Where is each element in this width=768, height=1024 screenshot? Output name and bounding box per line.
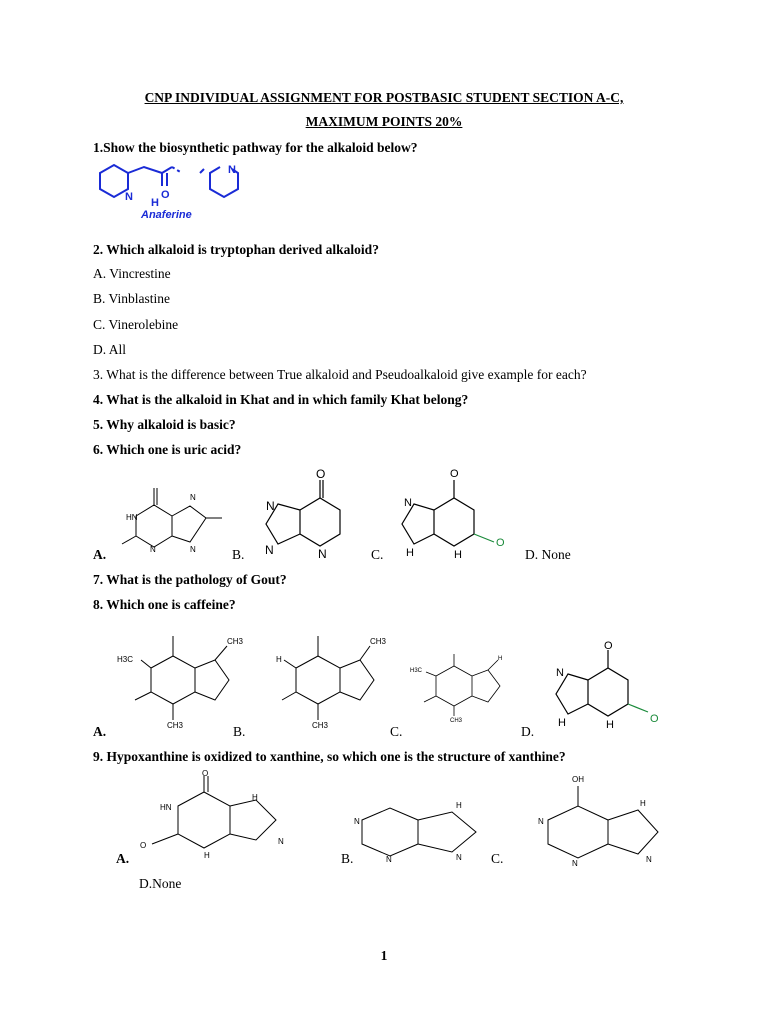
q9a-h-label: H (252, 793, 258, 802)
q6a-n-label-2: N (190, 545, 196, 554)
question-1: 1.Show the biosynthetic pathway for the alkaloid below? (93, 140, 418, 155)
q6a-n-label-3: N (150, 545, 156, 554)
q6a-n-label: N (190, 493, 196, 502)
q6-label-c: C. (371, 547, 384, 562)
q8a-ch3-label: CH3 (227, 637, 244, 646)
page-number: 1 (380, 948, 388, 963)
q8-structure-a (115, 630, 245, 728)
q6c-n-label: N (404, 497, 412, 509)
q9c-oh-label: OH (572, 775, 584, 784)
anaferine-n-atom-2: N (228, 164, 236, 176)
q8-label-a: A. (93, 724, 107, 739)
q9-structure-a (138, 769, 298, 860)
q8b-h-label: H (276, 655, 282, 664)
question-5: 5. Why alkaloid is basic? (93, 417, 236, 432)
q2-option-d: D. All (93, 342, 127, 357)
question-9: 9. Hypoxanthine is oxidized to xanthine, so which one is the structure of xanthine? (93, 749, 566, 764)
q9-label-d: D.None (139, 876, 182, 891)
q8b-ch3-label-2: CH3 (312, 721, 329, 730)
q2-option-a: A. Vincrestine (93, 266, 171, 281)
q6b-n-label-2: N (265, 543, 274, 557)
q8-structure-c (408, 652, 518, 722)
q9c-n-label: N (538, 817, 544, 826)
anaferine-label: Anaferine (141, 209, 192, 221)
q9b-n-label-3: N (456, 853, 462, 862)
q9c-h-label: H (640, 799, 646, 808)
q6-structure-a (118, 478, 238, 558)
question-6: 6. Which one is uric acid? (93, 442, 242, 457)
q6-structure-b (248, 462, 378, 560)
question-7: 7. What is the pathology of Gout? (93, 572, 287, 587)
q6c-o-label: O (450, 468, 459, 480)
q9-label-c: C. (491, 851, 504, 866)
q8c-h3c-label: H3C (410, 668, 423, 674)
q9a-n-label: N (278, 837, 284, 846)
question-4: 4. What is the alkaloid in Khat and in which family Khat belong? (93, 392, 469, 407)
question-2: 2. Which alkaloid is tryptophan derived alkaloid? (93, 242, 379, 257)
q9a-o-label: O (202, 769, 209, 778)
anaferine-o-atom: O (161, 189, 170, 201)
q9-structure-c (534, 774, 684, 868)
q8d-n-label: N (556, 667, 564, 679)
q9a-h-label-2: H (204, 851, 210, 860)
question-8: 8. Which one is caffeine? (93, 597, 236, 612)
q6-label-a: A. (93, 547, 107, 562)
q2-option-c: C. Vinerolebine (93, 317, 179, 332)
q6c-h-label: H (406, 547, 414, 559)
q8d-h-label-2: H (606, 719, 614, 731)
anaferine-h-atom: H (151, 197, 159, 209)
q9-label-b: B. (341, 851, 354, 866)
q6c-o-label-green: O (496, 537, 505, 549)
q8a-h3c-label: H3C (117, 655, 134, 664)
assignment-title: CNP INDIVIDUAL ASSIGNMENT FOR POSTBASIC STUDENT SECTION A-C, (144, 90, 624, 105)
anaferine-n-atom: N (125, 191, 133, 203)
q8d-o-label-green: O (650, 713, 659, 725)
q9-label-a: A. (116, 851, 130, 866)
q8d-h-label: H (558, 717, 566, 729)
q9a-o-label-2: O (140, 841, 147, 850)
assignment-points: MAXIMUM POINTS 20% (305, 114, 463, 129)
q6-structure-c (390, 462, 520, 560)
q8c-ch3-label: CH3 (450, 718, 463, 724)
q8-label-c: C. (390, 724, 403, 739)
q2-option-b: B. Vinblastine (93, 291, 170, 306)
q9-structure-b (352, 800, 492, 864)
q6b-n-label: N (266, 499, 275, 513)
q8a-ch3-label-2: CH3 (167, 721, 184, 730)
q6-label-d: D. None (525, 547, 571, 562)
q8-label-b: B. (233, 724, 246, 739)
q9b-h-label: H (456, 801, 462, 810)
q6-label-b: B. (232, 547, 245, 562)
q6a-hn-label: HN (126, 513, 138, 522)
anaferine-structure (92, 160, 262, 222)
q9a-hn-label: HN (160, 803, 172, 812)
q9c-n-label-2: N (572, 859, 578, 868)
q6c-h-label-2: H (454, 549, 462, 561)
q9c-n-label-3: N (646, 855, 652, 864)
question-3: 3. What is the difference between True alkaloid and Pseudoalkaloid give example for each? (93, 367, 587, 382)
q9b-n-label: N (354, 817, 360, 826)
q8-structure-d (540, 640, 670, 734)
q8b-ch3-label: CH3 (370, 637, 387, 646)
q8-structure-b (272, 630, 392, 728)
q8-label-d: D. (521, 724, 535, 739)
q6b-o-label: O (316, 467, 326, 481)
q6b-n-label-3: N (318, 547, 327, 561)
q9b-n-label-2: N (386, 855, 392, 864)
q8d-o-label: O (604, 640, 613, 652)
q8c-h-label: H (498, 656, 503, 662)
